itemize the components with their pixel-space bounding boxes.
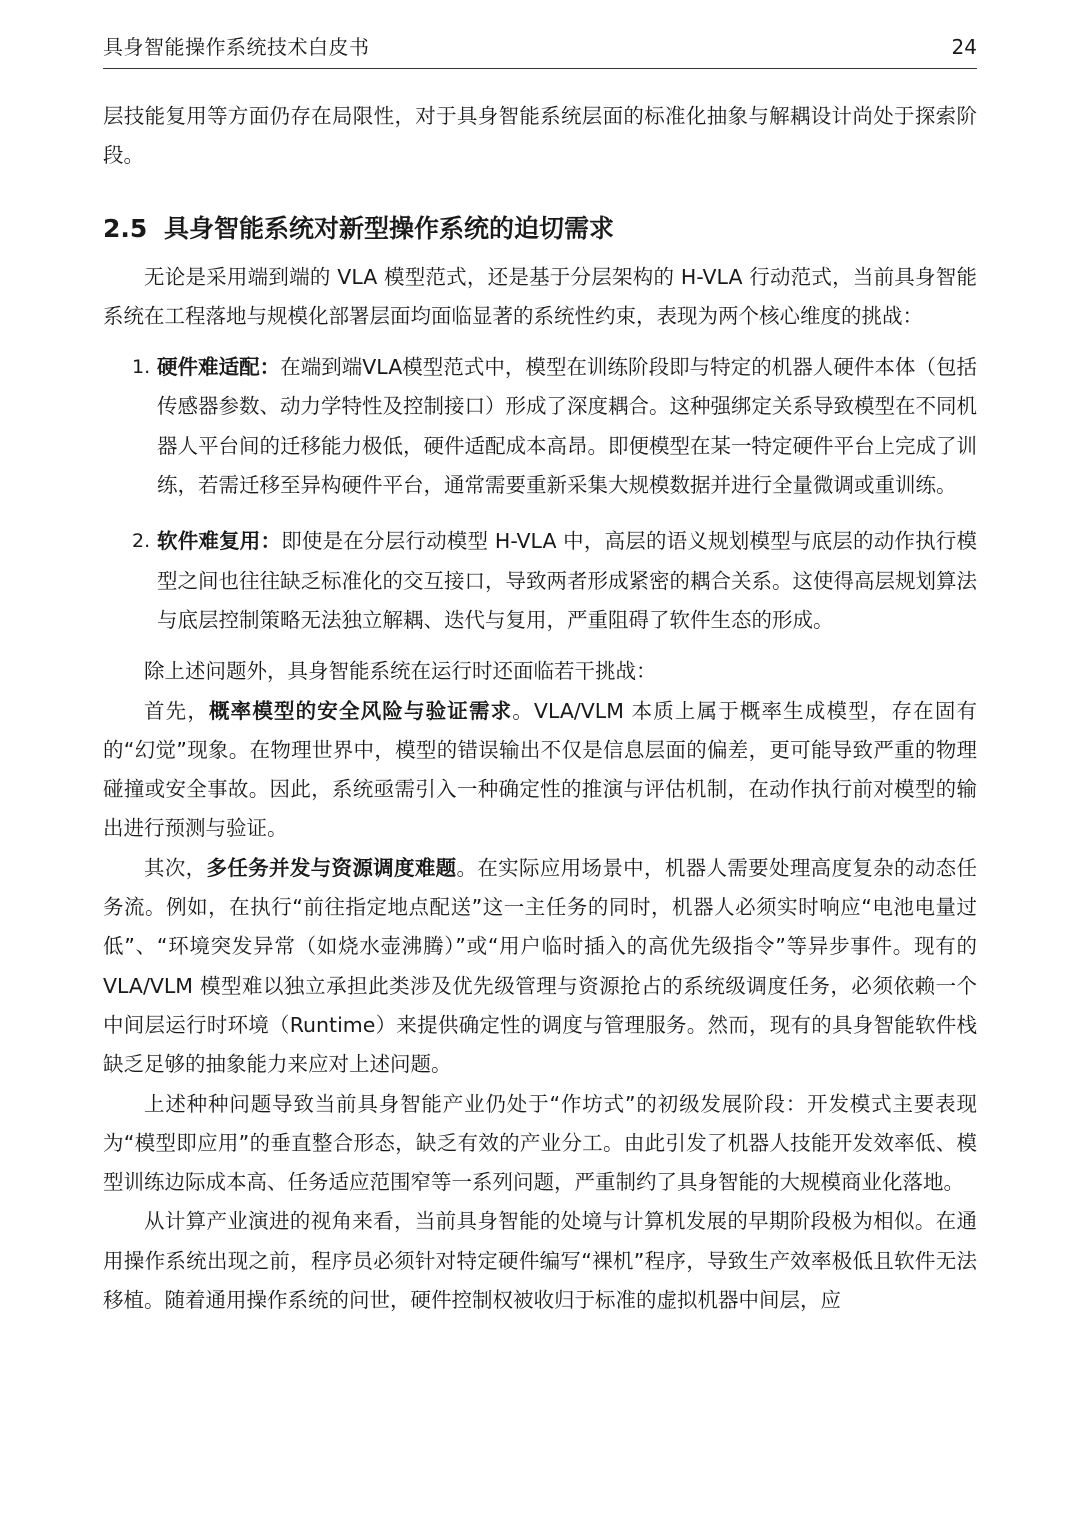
list-item-heading: 硬件难适配：: [157, 355, 281, 380]
list-item-body: 即使是在分层行动模型 H-VLA 中，高层的语义规划模型与底层的动作执行模型之间也往往缺乏标准化的交互接口，导致两者形成紧密的耦合关系。这使得高层规划算法与底层控制策略无法独立解耦、迭代与复用，严重阻碍了软件生态的形成。: [157, 529, 977, 632]
paragraph-key-point: 多任务并发与资源调度难题: [206, 855, 457, 880]
section-heading: [103, 209, 977, 249]
paragraph-scheduling: [103, 849, 977, 1085]
header-title: 具身智能操作系统技术白皮书: [103, 35, 370, 59]
paragraph-body: 。VLA/VLM 本质上属于概率生成模型，存在固有的“幻觉”现象。在物理世界中，模型的错误输出不仅是信息层面的偏差，更可能导致严重的物理碰撞或安全事故。因此，系统亟需引入一种确定性的推演与评估机制，在动作执行前对模型的输出进行预测与验证。: [103, 698, 978, 841]
paragraph-lead: 首先，: [144, 698, 209, 723]
paragraph-computing-history: 从计算产业演进的视角来看，当前具身智能的处境与计算机发展的早期阶段极为相似。在通用操作系统出现之前，程序员必须针对特定硬件编写“裸机”程序，导致生产效率极低且软件无法移植。随着通用操作系统的问世，硬件控制权被收归于标准的虚拟机器中间层，应: [103, 1209, 977, 1313]
paragraph-key-point: 概率模型的安全风险与验证需求: [209, 698, 513, 723]
list-item: [103, 348, 977, 505]
paragraph-industry-stage: 上述种种问题导致当前具身智能产业仍处于“作坊式”的初级发展阶段：开发模式主要表现为“模型即应用”的垂直整合形态，缺乏有效的产业分工。由此引发了机器人技能开发效率低、模型训练边际成本高、任务适应范围窄等一系列问题，严重制约了具身智能的大规模商业化落地。: [103, 1091, 977, 1195]
intro-paragraph: 层技能复用等方面仍存在局限性，对于具身智能系统层面的标准化抽象与解耦设计尚处于探索阶段。: [103, 104, 977, 168]
paragraph-safety-risk: [103, 692, 977, 849]
list-item-number: 2.: [132, 530, 151, 553]
page-number: 24: [951, 35, 977, 59]
challenge-list: [103, 348, 977, 640]
paragraph-lead: 其次，: [144, 855, 207, 880]
page-header: [103, 30, 977, 69]
list-item-body: 在端到端VLA模型范式中，模型在训练阶段即与特定的机器人硬件本体（包括传感器参数、动力学特性及控制接口）形成了深度耦合。这种强绑定关系导致模型在不同机器人平台间的迁移能力极低，硬件适配成本高昂。即便模型在某一特定硬件平台上完成了训练，若需迁移至异构硬件平台，通常需要重新采集大规模数据并进行全量微调或重训练。: [157, 355, 978, 498]
paragraph-runtime-challenges: 除上述问题外，具身智能系统在运行时还面临若干挑战：: [144, 659, 657, 684]
paragraph-challenges-intro: 无论是采用端到端的 VLA 模型范式，还是基于分层架构的 H-VLA 行动范式，当前具身智能系统在工程落地与规模化部署层面均面临显著的系统性约束，表现为两个核心维度的挑战：: [103, 264, 977, 328]
list-item-number: 1.: [132, 356, 151, 379]
list-item: [103, 522, 977, 640]
list-item-heading: 软件难复用：: [157, 529, 282, 554]
list-item-text: [157, 522, 977, 640]
section-number: 2.5: [103, 213, 148, 243]
paragraph-body: 。在实际应用场景中，机器人需要处理高度复杂的动态任务流。例如，在执行“前往指定地点配送”这一主任务的同时，机器人必须实时响应“电池电量过低”、“环境突发异常（如烧水壶沸腾）”或“用户临时插入的高优先级指令”等异步事件。现有的 VLA/VLM 模型难以独立承担此类涉及优先级管理与资源抢占的系统级调度任务，必须依赖一个中间层运行时环境（Runtime）来提供确定性的调度与管理服务。然而，现有的具身智能软件栈缺乏足够的抽象能力来应对上述问题。: [103, 855, 977, 1077]
page-content: [103, 97, 977, 1320]
list-item-text: [157, 348, 977, 505]
section-title: 具身智能系统对新型操作系统的迫切需求: [164, 213, 615, 243]
